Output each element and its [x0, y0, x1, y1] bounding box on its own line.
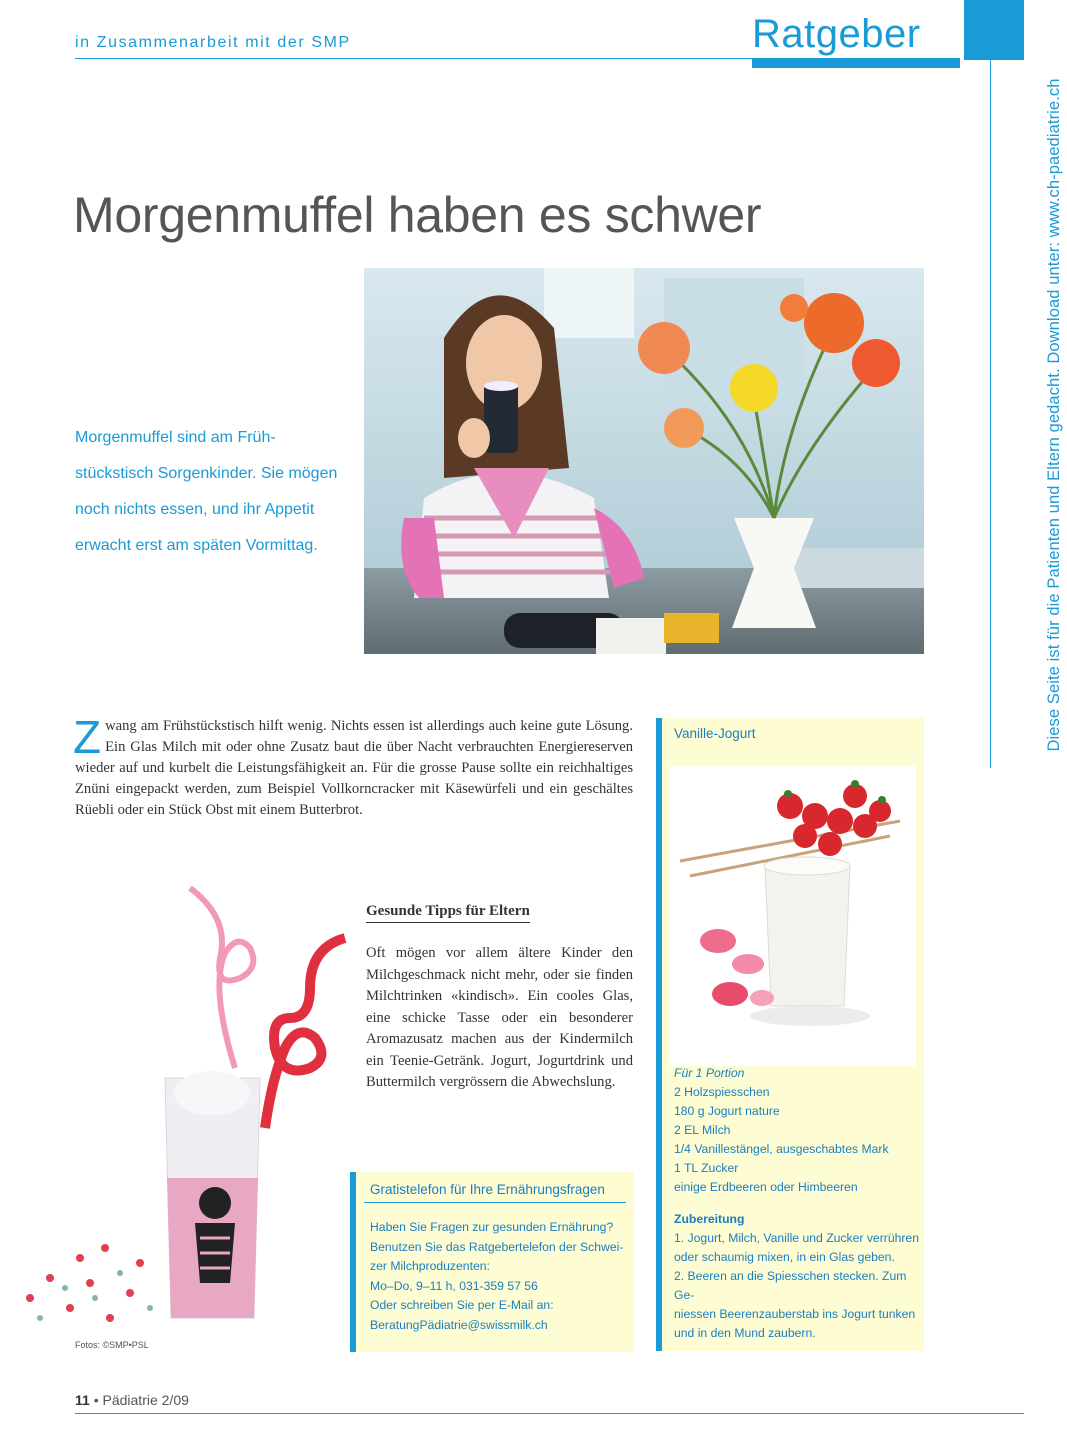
page-title: Morgenmuffel haben es schwer [73, 187, 762, 243]
info-box-rule [364, 1202, 626, 1203]
drop-cap: Z [73, 711, 102, 763]
girl-drinking-milk-photo [364, 268, 924, 654]
prep-line: 1. Jogurt, Milch, Vanille und Zucker verrühren [674, 1231, 919, 1245]
ingredient: einige Erdbeeren oder Himbeeren [674, 1180, 858, 1194]
info-line: Mo–Do, 9–11 h, 031-359 57 56 [370, 1278, 538, 1293]
hotline-info-box [350, 1172, 634, 1352]
recipe-box [656, 718, 924, 1351]
header-rule [75, 58, 755, 59]
body-paragraph [73, 711, 633, 821]
issue-label: Pädiatrie 2/09 [102, 1392, 189, 1408]
recipe-portion: Für 1 Portion [674, 1066, 745, 1080]
info-line: zer Milchproduzenten: [370, 1259, 490, 1273]
ingredient: 2 EL Milch [674, 1123, 731, 1137]
recipe-body [674, 1064, 922, 1343]
footer-rule [75, 1413, 1024, 1414]
ingredient: 1 TL Zucker [674, 1161, 739, 1175]
ingredient: 1/4 Vanillestängel, ausgeschabtes Mark [674, 1142, 889, 1156]
recipe-title: Vanille-Jogurt [674, 726, 756, 741]
side-note: Diese Seite ist für die Patienten und Eltern gedacht. Download unter: www.ch-paediatrie.ch [1045, 78, 1063, 752]
section-label: Ratgeber [752, 12, 921, 56]
page-footer [75, 1392, 189, 1408]
section-bar [752, 58, 960, 68]
prep-line: niessen Beerenzauberstab ins Jogurt tunken [674, 1307, 916, 1321]
tips-heading: Gesunde Tipps für Eltern [366, 903, 530, 923]
ingredient: 2 Holzspiesschen [674, 1085, 770, 1099]
ingredient: 180 g Jogurt nature [674, 1104, 780, 1118]
prep-line: oder schaumig mixen, in ein Glas geben. [674, 1250, 895, 1264]
info-line: Haben Sie Fragen zur gesunden Ernährung? [370, 1220, 614, 1234]
side-rule [990, 60, 991, 768]
info-line: Benutzen Sie das Ratgebertelefon der Schwei- [370, 1239, 624, 1254]
footer-bullet: • [93, 1392, 99, 1408]
info-line: Oder schreiben Sie per E-Mail an: [370, 1298, 554, 1312]
prep-heading: Zubereitung [674, 1212, 745, 1226]
tips-text: Oft mögen vor allem ältere Kinder den Milchgeschmack nicht mehr, oder sie finden Milchtrinken «kindisch». Ein cooles Glas, eine schicke Tasse oder ein besonderer Aromazusatz machen aus der Kindermilch ein Teenie-Getränk. Jogurt, Jogurtdrink und Buttermilch vergrössern die Abwechslung. [366, 945, 633, 1090]
prep-line: 2. Beeren an die Spiesschen stecken. Zum Ge- [674, 1269, 907, 1302]
yogurt-strawberry-photo [670, 766, 916, 1066]
milkshake-photo [10, 878, 340, 1338]
intro-text: Morgenmuffel sind am Früh-stückstisch Sorgenkinder. Sie mögen noch nichts essen, und ihr Appetit erwacht erst am späten Vormittag. [75, 429, 338, 554]
header-subtitle: in Zusammenarbeit mit der SMP [75, 34, 351, 51]
photo-credit: Fotos: ©SMP•PSL [75, 1340, 149, 1350]
prep-line: und in den Mund zaubern. [674, 1326, 816, 1340]
spacer [674, 1197, 922, 1210]
email-link[interactable]: BeratungPädiatrie@swissmilk.ch [370, 1317, 548, 1332]
page-number: 11 [75, 1392, 90, 1408]
info-box-text [370, 1218, 630, 1335]
corner-tab [964, 0, 1024, 60]
body-text: wang am Frühstückstisch hilft wenig. Nichts essen ist allerdings auch keine gute Lösung. Ein Glas Milch mit oder ohne Zusatz baut die über Nacht verbrauchten Energiereserven wieder auf und kurbelt die Leistungsfähigkeit an. Für die grosse Pause sollte ein reichhaltiges Znüni eingepackt werden, zum Beispiel Vollkorncracker mit Käsewürfeli und ein geschältes Rüebli oder ein Stück Obst mit einem Butterbrot. [75, 718, 633, 818]
info-box-title: Gratistelefon für Ihre Ernährungsfragen [370, 1182, 605, 1197]
